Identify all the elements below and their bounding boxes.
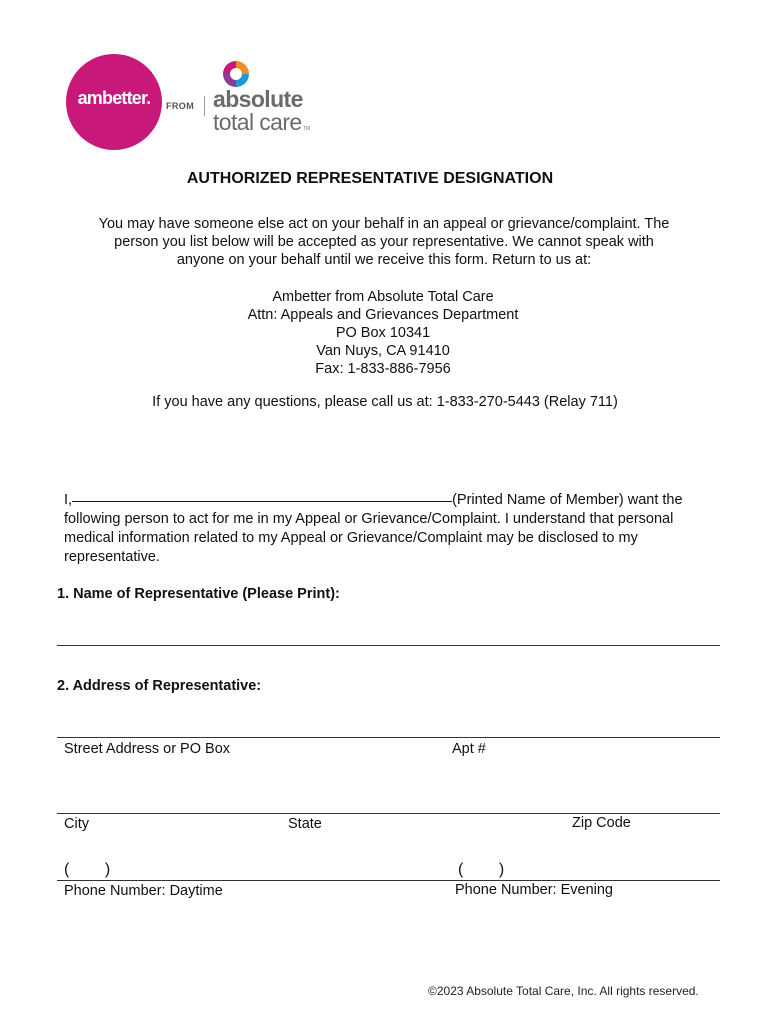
- partner-logo-line2: total care: [213, 109, 302, 135]
- evening-area-code: ( ): [458, 861, 505, 878]
- evening-phone-label: Phone Number: Evening: [455, 882, 613, 898]
- statement-after-blank: (Printed Name of Member) want the: [452, 492, 683, 508]
- partner-logo-line1: absolute: [213, 86, 303, 112]
- address-line: Ambetter from Absolute Total Care: [272, 289, 494, 305]
- statement-line: medical information related to my Appeal or Grievance/Complaint may be disclosed to my: [64, 530, 638, 546]
- intro-paragraph: [56, 215, 712, 269]
- phone-number-field[interactable]: [57, 880, 720, 881]
- copyright-notice: ©2023 Absolute Total Care, Inc. All rights reserved.: [428, 984, 699, 998]
- intro-line: person you list below will be accepted as your representative. We cannot speak with: [114, 234, 654, 250]
- member-statement: [64, 487, 714, 567]
- daytime-area-code: ( ): [64, 861, 111, 878]
- statement-line: following person to act for me in my Appeal or Grievance/Complaint. I understand that personal: [64, 511, 674, 527]
- member-name-field[interactable]: [72, 487, 452, 502]
- address-line: Van Nuys, CA 91410: [316, 343, 450, 359]
- street-address-label: Street Address or PO Box: [64, 741, 231, 757]
- daytime-phone-label: Phone Number: Daytime: [64, 883, 223, 899]
- mailing-address: [0, 288, 766, 378]
- trademark-mark: TM: [303, 126, 311, 132]
- section-1-heading: 1. Name of Representative (Please Print):: [57, 586, 340, 602]
- statement-first-line: [64, 487, 714, 510]
- street-address-field[interactable]: [57, 737, 720, 738]
- intro-line: You may have someone else act on your behalf in an appeal or grievance/complaint. The: [98, 216, 670, 232]
- address-line: Attn: Appeals and Grievances Department: [247, 307, 519, 323]
- representative-name-field[interactable]: [57, 645, 720, 646]
- ambetter-logo-text: ambetter.: [77, 88, 151, 108]
- logo-from-label: FROM: [166, 101, 195, 111]
- apt-label: Apt #: [452, 741, 486, 757]
- address-line: PO Box 10341: [335, 325, 431, 341]
- section-2-heading: 2. Address of Representative:: [57, 678, 262, 694]
- statement-line: representative.: [64, 549, 160, 565]
- contact-phone-line: If you have any questions, please call us at: 1-833-270-5443 (Relay 711): [152, 394, 618, 410]
- zip-code-label: Zip Code: [572, 815, 631, 831]
- city-label: City: [64, 816, 89, 832]
- intro-line: anyone on your behalf until we receive this form. Return to us at:: [176, 252, 592, 268]
- logo-divider: [204, 96, 205, 116]
- state-label: State: [288, 816, 322, 832]
- page-title: AUTHORIZED REPRESENTATIVE DESIGNATION: [186, 170, 554, 187]
- statement-prefix: I,: [64, 492, 73, 508]
- city-state-zip-field[interactable]: [57, 813, 720, 814]
- address-line: Fax: 1-833-886-7956: [315, 361, 451, 377]
- absolute-total-care-mark-icon: [221, 59, 251, 89]
